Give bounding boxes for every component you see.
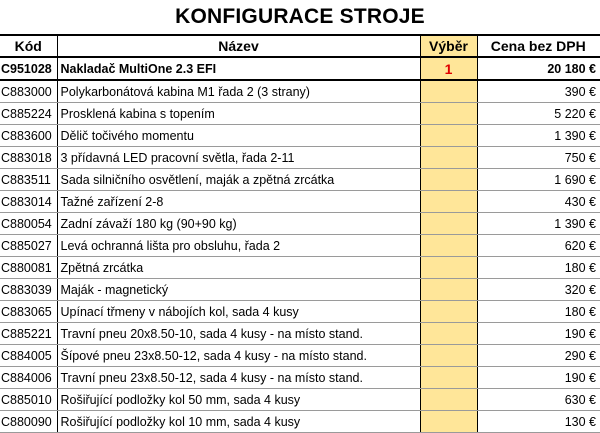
cell-nazev: Maják - magnetický [57, 279, 420, 301]
cell-vyber-input[interactable] [420, 191, 477, 213]
table-row [0, 125, 600, 147]
cell-nazev: Travní pneu 20x8.50-10, sada 4 kusy - na místo stand. [57, 323, 420, 345]
cell-nazev: Rošiřující podložky kol 10 mm, sada 4 kusy [57, 411, 420, 433]
table-row [0, 169, 600, 191]
cell-vyber-input[interactable]: 1 [420, 57, 477, 80]
table-row [0, 103, 600, 125]
cell-vyber-input[interactable] [420, 103, 477, 125]
cell-cena: 390 € [477, 80, 600, 103]
header-vyber: Výběr [420, 36, 477, 57]
cell-kod: C883018 [0, 147, 57, 169]
cell-cena: 290 € [477, 345, 600, 367]
header-nazev: Název [57, 36, 420, 57]
table-row [0, 367, 600, 389]
cell-cena: 430 € [477, 191, 600, 213]
table-row [0, 345, 600, 367]
cell-nazev: Dělič točivého momentu [57, 125, 420, 147]
cell-vyber-input[interactable] [420, 279, 477, 301]
table-row [0, 389, 600, 411]
cell-nazev: Travní pneu 23x8.50-12, sada 4 kusy - na místo stand. [57, 367, 420, 389]
cell-kod: C880054 [0, 213, 57, 235]
cell-kod: C885221 [0, 323, 57, 345]
cell-vyber-input[interactable] [420, 257, 477, 279]
cell-nazev: Upínací třmeny v nábojích kol, sada 4 kusy [57, 301, 420, 323]
cell-nazev: Tažné zařízení 2-8 [57, 191, 420, 213]
cell-nazev: Nakladač MultiOne 2.3 EFI [57, 57, 420, 80]
header-cena: Cena bez DPH [477, 36, 600, 57]
table-row [0, 323, 600, 345]
cell-cena: 130 € [477, 411, 600, 433]
cell-cena: 180 € [477, 257, 600, 279]
cell-kod: C884006 [0, 367, 57, 389]
cell-kod: C883065 [0, 301, 57, 323]
cell-kod: C880090 [0, 411, 57, 433]
cell-cena: 630 € [477, 389, 600, 411]
table-row [0, 213, 600, 235]
cell-cena: 1 390 € [477, 125, 600, 147]
cell-nazev: Zadní závaží 180 kg (90+90 kg) [57, 213, 420, 235]
header-kod: Kód [0, 36, 57, 57]
cell-kod: C885010 [0, 389, 57, 411]
cell-vyber-input[interactable] [420, 345, 477, 367]
table-row [0, 80, 600, 103]
page-title: KONFIGURACE STROJE [0, 0, 600, 36]
table-row [0, 235, 600, 257]
cell-vyber-input[interactable] [420, 367, 477, 389]
table-row [0, 257, 600, 279]
cell-cena: 190 € [477, 367, 600, 389]
cell-kod: C884005 [0, 345, 57, 367]
cell-vyber-input[interactable] [420, 169, 477, 191]
cell-vyber-input[interactable] [420, 147, 477, 169]
cell-kod: C883014 [0, 191, 57, 213]
cell-kod: C883039 [0, 279, 57, 301]
cell-vyber-input[interactable] [420, 301, 477, 323]
cell-vyber-input[interactable] [420, 235, 477, 257]
cell-cena: 750 € [477, 147, 600, 169]
cell-cena: 20 180 € [477, 57, 600, 80]
configuration-table [0, 36, 600, 433]
cell-nazev: Prosklená kabina s topením [57, 103, 420, 125]
cell-nazev: Šípové pneu 23x8.50-12, sada 4 kusy - na místo stand. [57, 345, 420, 367]
table-row [0, 301, 600, 323]
cell-nazev: Polykarbonátová kabina M1 řada 2 (3 strany) [57, 80, 420, 103]
main-machine-row [0, 57, 600, 80]
cell-vyber-input[interactable] [420, 213, 477, 235]
table-row [0, 147, 600, 169]
cell-vyber-input[interactable] [420, 323, 477, 345]
cell-kod: C880081 [0, 257, 57, 279]
cell-cena: 180 € [477, 301, 600, 323]
cell-kod: C883511 [0, 169, 57, 191]
cell-cena: 320 € [477, 279, 600, 301]
cell-kod: C883000 [0, 80, 57, 103]
cell-cena: 5 220 € [477, 103, 600, 125]
cell-kod: C951028 [0, 57, 57, 80]
cell-kod: C885027 [0, 235, 57, 257]
cell-nazev: Rošiřující podložky kol 50 mm, sada 4 kusy [57, 389, 420, 411]
cell-cena: 1 690 € [477, 169, 600, 191]
cell-vyber-input[interactable] [420, 80, 477, 103]
cell-cena: 1 390 € [477, 213, 600, 235]
cell-kod: C885224 [0, 103, 57, 125]
cell-vyber-input[interactable] [420, 125, 477, 147]
cell-cena: 620 € [477, 235, 600, 257]
table-row [0, 279, 600, 301]
cell-cena: 190 € [477, 323, 600, 345]
cell-nazev: Sada silničního osvětlení, maják a zpětná zrcátka [57, 169, 420, 191]
header-row [0, 36, 600, 57]
cell-nazev: 3 přídavná LED pracovní světla, řada 2-11 [57, 147, 420, 169]
cell-nazev: Zpětná zrcátka [57, 257, 420, 279]
cell-nazev: Levá ochranná lišta pro obsluhu, řada 2 [57, 235, 420, 257]
table-row [0, 191, 600, 213]
cell-kod: C883600 [0, 125, 57, 147]
cell-vyber-input[interactable] [420, 389, 477, 411]
